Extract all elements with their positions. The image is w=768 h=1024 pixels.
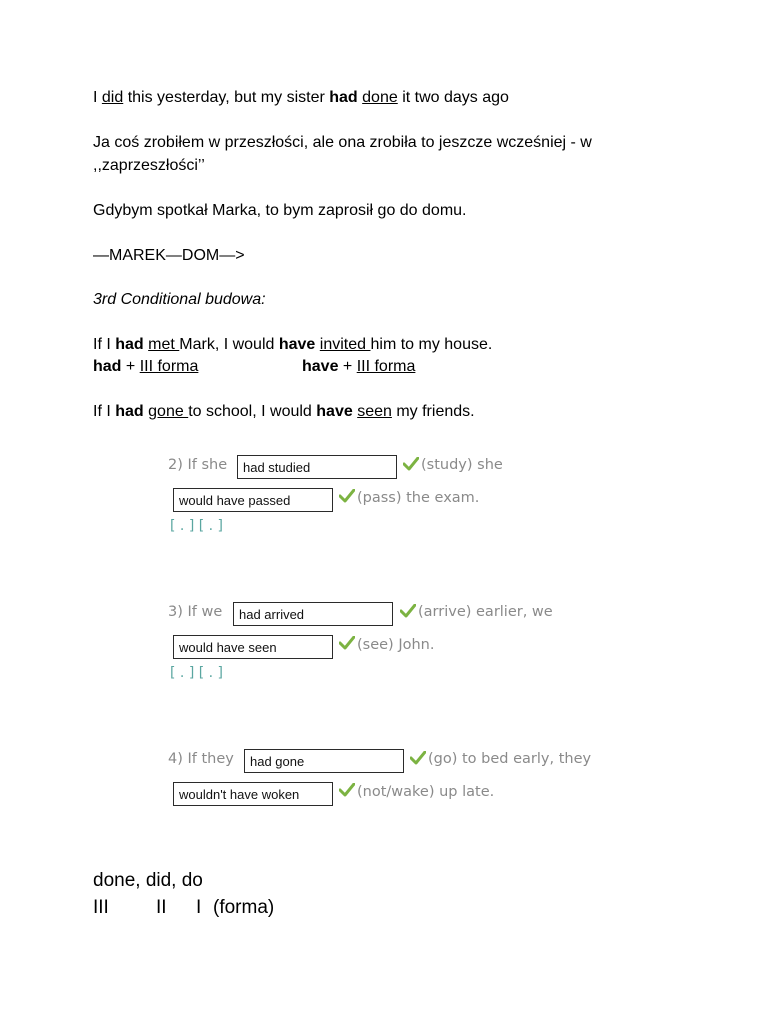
check-icon <box>400 604 416 618</box>
polish-explanation-line2: ,,zaprzeszłości’’ <box>93 157 205 174</box>
example-sentence-school: If I had gone to school, I would have seen my friends. <box>93 403 475 420</box>
timeline-arrow: —MAREK—DOM—> <box>93 247 245 264</box>
structure-left: had + III forma <box>93 358 199 375</box>
exercise-4-hint1: (go) to bed early, they <box>428 751 592 767</box>
check-icon <box>339 783 355 797</box>
example-sentence-mark: If I had met Mark, I would have invited him to my house. <box>93 336 493 353</box>
exercise-4-answer1-field[interactable]: had gone <box>244 749 404 773</box>
check-icon <box>410 751 426 765</box>
exercise-4-hint2: (not/wake) up late. <box>357 784 495 800</box>
check-icon <box>403 457 419 471</box>
check-icon <box>339 489 355 503</box>
polish-explanation-line1: Ja coś zrobiłem w przeszłości, ale ona zrobiła to jeszcze wcześniej - w <box>93 134 592 151</box>
word-done: done <box>362 89 398 106</box>
form-label-iii: III <box>93 897 109 918</box>
exercise-3-hint1: (arrive) earlier, we <box>418 604 553 620</box>
exercise-3-answer1-field[interactable]: had arrived <box>233 602 393 626</box>
form-label-forma: (forma) <box>213 897 275 918</box>
exercise-3-prefix: 3) If we <box>168 604 223 620</box>
form-label-i: I <box>196 897 202 918</box>
exercise-2-prefix: 2) If she <box>168 457 228 473</box>
structure-right: have + III forma <box>302 358 416 375</box>
exercise-3-hint2: (see) John. <box>357 637 435 653</box>
word-did: did <box>101 89 124 106</box>
exercise-3-links[interactable]: [ . ] [ . ] <box>170 665 223 681</box>
verb-forms-line: done, did, do <box>93 870 203 891</box>
exercise-2-links[interactable]: [ . ] [ . ] <box>170 518 223 534</box>
exercise-3-answer2-field[interactable]: would have seen <box>173 635 333 659</box>
check-icon <box>339 636 355 650</box>
exercise-2-answer2-field[interactable]: would have passed <box>173 488 333 512</box>
polish-example: Gdybym spotkał Marka, to bym zaprosił go do domu. <box>93 202 467 219</box>
exercise-2-hint1: (study) she <box>421 457 503 473</box>
exercise-2-answer1-field[interactable]: had studied <box>237 455 397 479</box>
section-heading: 3rd Conditional budowa: <box>93 291 266 308</box>
exercise-2-hint2: (pass) the exam. <box>357 490 480 506</box>
word-had: had <box>329 89 358 106</box>
exercise-4-prefix: 4) If they <box>168 751 234 767</box>
exercise-4-answer2-field[interactable]: wouldn't have woken <box>173 782 333 806</box>
sentence-did-done: I did this yesterday, but my sister had done it two days ago <box>93 89 509 106</box>
form-label-ii: II <box>156 897 167 918</box>
